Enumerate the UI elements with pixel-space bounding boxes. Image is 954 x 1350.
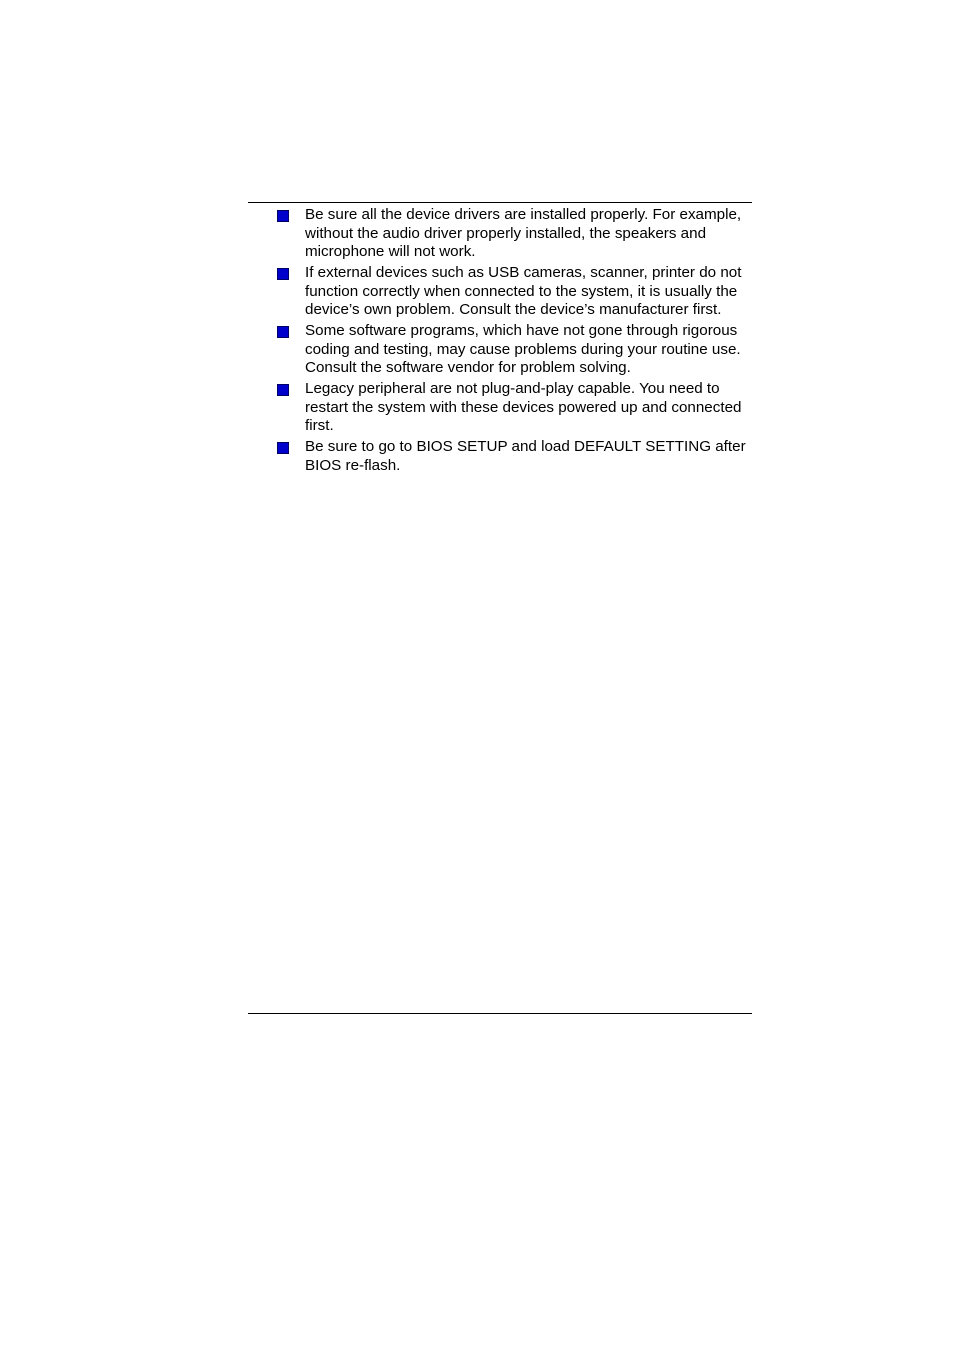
- list-item: [277, 264, 757, 320]
- troubleshooting-tips-list: [277, 206, 757, 478]
- square-bullet-icon: [277, 268, 289, 280]
- square-bullet-icon: [277, 326, 289, 338]
- list-item-text: Some software programs, which have not gone through rigorous coding and testing, may cause problems during your routine use. Consult the software vendor for problem solving.: [305, 322, 741, 377]
- list-item-text: Be sure to go to BIOS SETUP and load DEFAULT SETTING after BIOS re-flash.: [305, 438, 746, 474]
- list-item: [277, 206, 757, 262]
- top-divider: [248, 202, 752, 203]
- list-item-text: Be sure all the device drivers are installed properly. For example, without the audio driver properly installed, the speakers and microphone will not work.: [305, 206, 742, 260]
- square-bullet-icon: [277, 384, 289, 396]
- square-bullet-icon: [277, 442, 289, 454]
- square-bullet-icon: [277, 210, 289, 222]
- list-item-text: Legacy peripheral are not plug-and-play capable. You need to restart the system with these devices powered up and connected first.: [305, 380, 742, 435]
- list-item: [277, 438, 757, 475]
- list-item: [277, 322, 757, 378]
- list-item-text: If external devices such as USB cameras, scanner, printer do not function correctly when connected to the system, it is usually the device’s own problem. Consult the device’s manufacturer first.: [305, 264, 742, 319]
- bottom-divider: [248, 1013, 752, 1014]
- list-item: [277, 380, 757, 436]
